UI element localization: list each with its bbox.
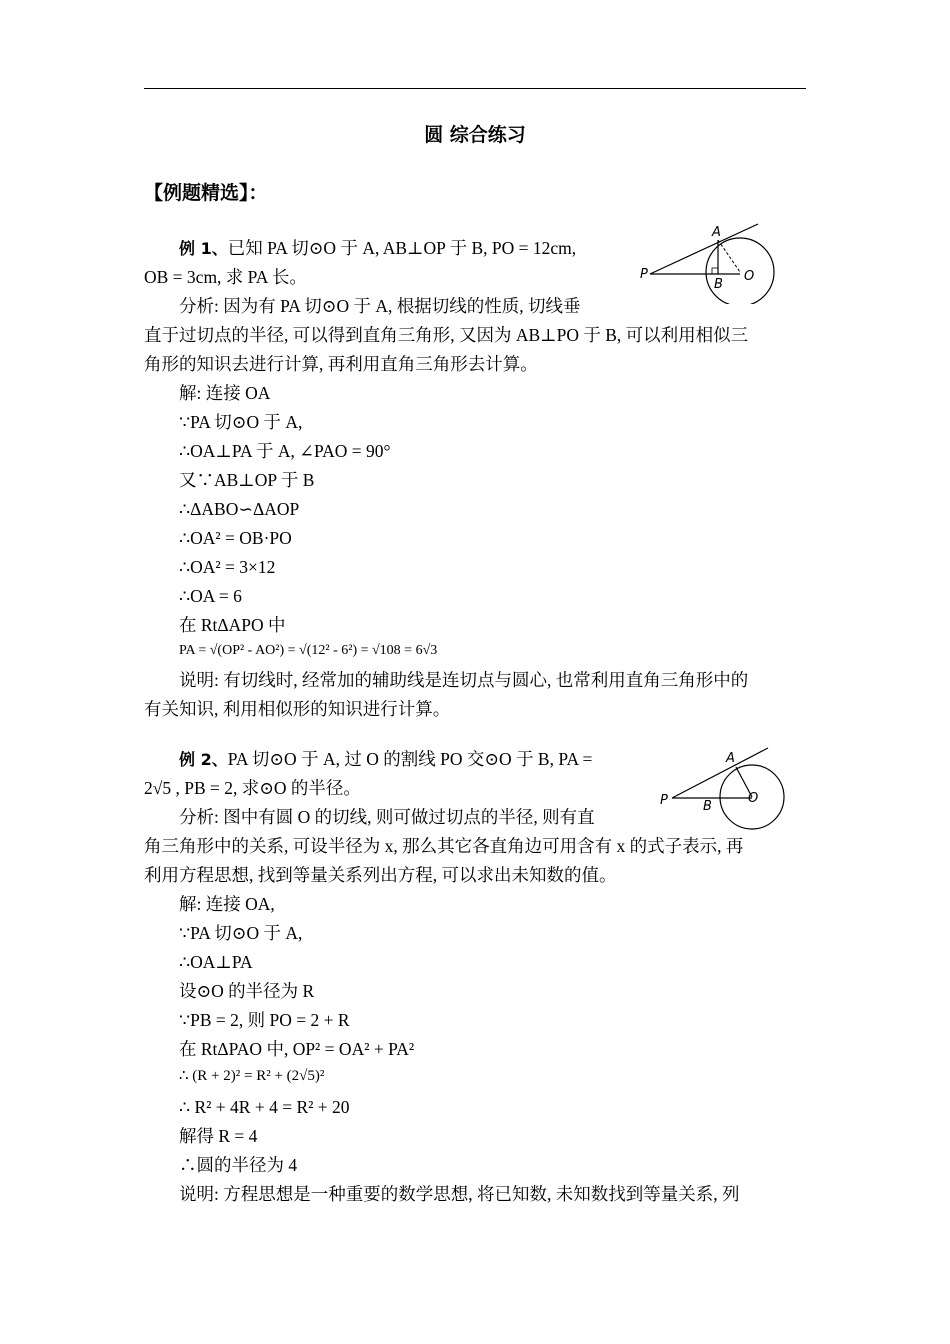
figure1-label: B [714, 277, 723, 292]
example1-step: ∴OA = 6 [179, 586, 242, 606]
example2-step: 解: 连接 OA, [179, 894, 275, 914]
page-title: 圆 综合练习 [424, 124, 526, 146]
example2-step: ∵PB = 2, 则 PO = 2 + R [179, 1010, 350, 1030]
example2-label: 例 2、 [179, 750, 228, 769]
example2-step: 解得 R = 4 [179, 1126, 258, 1146]
figure1-label: P [640, 267, 648, 282]
example1-line1 [179, 236, 576, 261]
example1-analysis-2: 直于过切点的半径, 可以得到直角三角形, 又因为 AB⊥PO 于 B, 可以利用相似三 [144, 325, 749, 345]
example2-analysis-2: 角三角形中的关系, 可设半径为 x, 那么其它各直角边可用含有 x 的式子表示, 再 [144, 836, 744, 856]
example1-step: 解: 连接 OA [179, 383, 271, 403]
figure1-label: O [744, 269, 755, 284]
example2-analysis-3: 利用方程思想, 找到等量关系列出方程, 可以求出未知数的值。 [144, 865, 617, 885]
figure1-label: A [712, 225, 721, 240]
example2-question: PA 切⊙O 于 A, 过 O 的割线 PO 交⊙O 于 B, PA = [227, 749, 593, 769]
example1-step: ∴OA⊥PA 于 A, ∠PAO = 90° [179, 441, 391, 461]
example1-step: ∵PA 切⊙O 于 A, [179, 412, 303, 432]
example1-note-2: 有关知识, 利用相似形的知识进行计算。 [144, 699, 451, 719]
example1-step: ∴ΔABO∽ΔAOP [179, 499, 300, 519]
example1-step: 在 RtΔAPO 中 [179, 615, 286, 635]
example1-analysis-1: 分析: 因为有 PA 切⊙O 于 A, 根据切线的性质, 切线垂 [179, 296, 581, 316]
figure2-label: A [726, 751, 735, 766]
figure2-diagram [656, 742, 791, 832]
example1-question: 已知 PA 切⊙O 于 A, AB⊥OP 于 B, PO = 12cm, [227, 238, 577, 258]
example1-label: 例 1、 [179, 239, 228, 258]
example2-step: ∴ R² + 4R + 4 = R² + 20 [179, 1097, 350, 1117]
figure2-label: P [660, 793, 668, 808]
example2-note-1: 说明: 方程思想是一种重要的数学思想, 将已知数, 未知数找到等量关系, 列 [179, 1184, 740, 1204]
example2-line1 [179, 747, 592, 772]
example2-step: ∵PA 切⊙O 于 A, [179, 923, 303, 943]
example1-line2: OB = 3cm, 求 PA 长。 [144, 267, 307, 287]
example2-step: ∴圆的半径为 4 [179, 1155, 298, 1175]
example1-formula: PA = √(OP² - AO²) = √(12² - 6²) = √108 = 6√3 [179, 643, 438, 658]
example2-step: 设⊙O 的半径为 R [179, 981, 315, 1001]
example1-analysis-3: 角形的知识去进行计算, 再利用直角三角形去计算。 [144, 354, 538, 374]
example1-step: ∴OA² = OB·PO [179, 528, 292, 548]
example2-step: ∴ (R + 2)² = R² + (2√5)² [179, 1068, 325, 1084]
example1-note-1: 说明: 有切线时, 经常加的辅助线是连切点与圆心, 也常利用直角三角形中的 [179, 670, 749, 690]
example2-step: ∴OA⊥PA [179, 952, 253, 972]
section-heading: 【例题精选】： [144, 182, 268, 204]
example1-step: ∴OA² = 3×12 [179, 557, 276, 577]
example2-analysis-1: 分析: 图中有圆 O 的切线, 则可做过切点的半径, 则有直 [179, 807, 595, 827]
figure2-label: O [748, 791, 759, 806]
figure1-diagram [636, 218, 786, 304]
header-rule [144, 88, 806, 89]
figure2-label: B [703, 799, 712, 814]
example2-step: 在 RtΔPAO 中, OP² = OA² + PA² [179, 1039, 415, 1059]
example1-step: 又∵AB⊥OP 于 B [179, 470, 315, 490]
example2-line2: 2√5 , PB = 2, 求⊙O 的半径。 [144, 778, 361, 798]
